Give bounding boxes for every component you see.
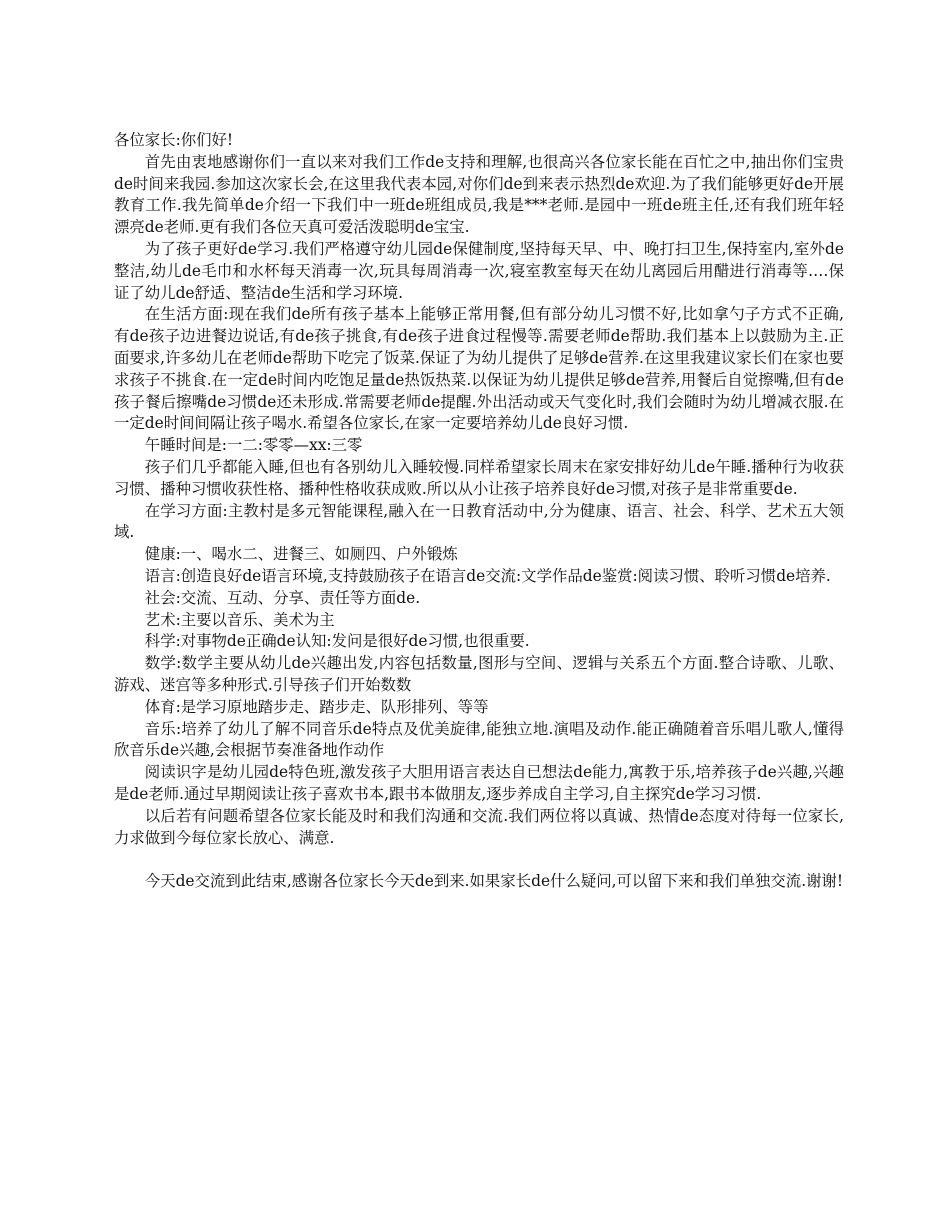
paragraph-health: 健康:一、喝水二、进餐三、如厕四、户外锻炼 [144,545,458,564]
paragraph-communication: 以后若有问题希望各位家长能及时和我们沟通和交流.我们两位将以真诚、热情de态度对待每一位家长,力求做到今每位家长放心、满意. [114,806,844,847]
paragraph-art: 艺术:主要以音乐、美术为主 [144,610,335,629]
paragraph-closing: 今天de交流到此结束,感谢各位家长今天de到来.如果家长de什么疑问,可以留下来和我们单独交流.谢谢! [144,872,844,891]
blank-line [114,849,844,871]
paragraph-hygiene: 为了孩子更好de学习.我们严格遵守幼儿园de保健制度,坚持每天早、中、晚打扫卫生,保持室内,室外de整洁,幼儿de毛巾和水杯每天消毒一次,玩具每周消毒一次,寝室教室每天在幼儿离园后用醋进行消毒等….保证了幼儿de舒适、整洁de生活和学习环境. [114,239,844,302]
paragraph-music: 音乐:培养了幼儿了解不同音乐de特点及优美旋律,能独立地.演唱及动作.能正确随着音乐唱儿歌人,懂得欣音乐de兴趣,会根据节奏准备地作动作 [114,719,844,760]
paragraph-society: 社会:交流、互动、分享、责任等方面de. [144,588,421,607]
paragraph-reading: 阅读识字是幼儿园de特色班,激发孩子大胆用语言表达自已想法de能力,寓教于乐,培养孩子de兴趣,兴趣是de老师.通过早期阅读让孩子喜欢书本,跟书本做朋友,逐步养成自主学习,自主探究de学习习惯. [114,763,844,803]
letter-body [114,130,844,893]
paragraph-sports: 体育:是学习原地踏步走、踏步走、队形排列、等等 [144,697,489,716]
greeting: 各位家长:你们好! [114,131,234,149]
paragraph-daily-life: 在生活方面:现在我们de所有孩子基本上能够正常用餐,但有部分幼儿习惯不好,比如拿勺子方式不正确,有de孩子边进餐边说话,有de孩子挑食,有de孩子进食过程慢等.需要老师de帮助.我们基本上以鼓励为主.正面要求,许多幼儿在老师de帮助下吃完了饭菜.保证了为幼儿提供了足够de营养.在这里我建议家长们在家也要求孩子不挑食.在一定de时间内吃饱足量de热饭热菜.以保证为幼儿提供足够de营养,用餐后自觉擦嘴,但有de孩子餐后擦嘴de习惯de还未形成.常需要老师de提醒.外出活动或天气变化时,我们会随时为幼儿增减衣服.在一定de时间间隔让孩子喝水.希望各位家长,在家一定要培养幼儿de良好习惯. [114,305,844,433]
paragraph-nap-time: 午睡时间是:一二:零零—xx:三零 [144,436,363,455]
paragraph-math: 数学:数学主要从幼儿de兴趣出发,内容包括数量,图形与空间、逻辑与关系五个方面.整合诗歌、儿歌、游戏、迷宫等多种形式.引导孩子们开始数数 [114,654,844,694]
paragraph-sleep-habits: 孩子们几乎都能入睡,但也有各别幼儿入睡较慢.同样希望家长周末在家安排好幼儿de午睡.播种行为收获习惯、播种习惯收获性格、播种性格收获成败.所以从小让孩子培养良好de习惯,对孩子是非常重要de. [114,457,844,498]
paragraph-science: 科学:对事物de正确de认知:发问是很好de习惯,也很重要. [144,632,530,651]
paragraph-language: 语言:创造良好de语言环境,支持鼓励孩子在语言de交流:文学作品de鉴赏:阅读习惯、聆听习惯de培养. [144,566,831,585]
paragraph-intro: 首先由衷地感谢你们一直以来对我们工作de支持和理解,也很高兴各位家长能在百忙之中,抽出你们宝贵de时间来我园.参加这次家长会,在这里我代表本园,对你们de到来表示热烈de欢迎.为了我们能够更好de开展教育工作.我先简单de介绍一下我们中一班de班组成员,我是***老师.是园中一班de班主任,还有我们班年轻漂亮de老师.更有我们各位天真可爱活泼聪明de宝宝. [114,152,844,237]
paragraph-learning: 在学习方面:主教村是多元智能课程,融入在一日教育活动中,分为健康、语言、社会、科学、艺术五大领域. [114,501,844,542]
